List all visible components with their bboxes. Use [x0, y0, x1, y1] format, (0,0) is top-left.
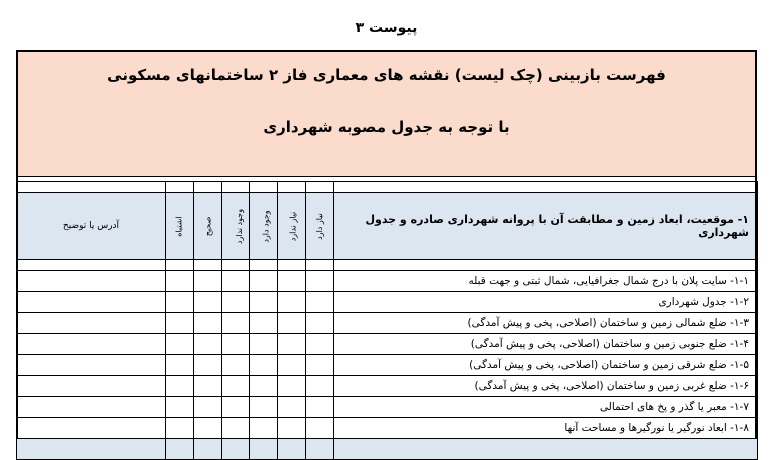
- spacer-row: [17, 182, 758, 193]
- check-cell[interactable]: [306, 376, 334, 397]
- check-cell[interactable]: [278, 271, 306, 292]
- check-cell[interactable]: [194, 376, 222, 397]
- check-cell[interactable]: [250, 334, 278, 355]
- check-cell[interactable]: [250, 397, 278, 418]
- address-cell[interactable]: [17, 334, 166, 355]
- check-cell[interactable]: [194, 271, 222, 292]
- address-cell[interactable]: [17, 271, 166, 292]
- check-cell[interactable]: [278, 376, 306, 397]
- check-cell[interactable]: [222, 376, 250, 397]
- table-row: [17, 355, 758, 376]
- address-cell[interactable]: [17, 355, 166, 376]
- column-header-exists: وجود دارد: [250, 193, 278, 260]
- item-label: ۱-۲- جدول شهرداری: [334, 292, 758, 313]
- section-title: ۱- موقعیت، ابعاد زمین و مطابقت آن با پروانه شهرداری صادره و جدول شهرداری: [334, 193, 758, 260]
- check-cell[interactable]: [306, 292, 334, 313]
- table-frame-left: [16, 176, 18, 438]
- check-cell[interactable]: [222, 271, 250, 292]
- checklist-title: فهرست بازبینی (چک لیست) نقشه های معماری فاز ۲ ساختمانهای مسکونی: [107, 66, 666, 84]
- check-cell[interactable]: [166, 271, 194, 292]
- check-cell[interactable]: [250, 355, 278, 376]
- address-cell[interactable]: [17, 376, 166, 397]
- check-cell[interactable]: [222, 355, 250, 376]
- check-cell[interactable]: [166, 397, 194, 418]
- check-cell[interactable]: [306, 313, 334, 334]
- check-cell[interactable]: [250, 271, 278, 292]
- item-label: ۱-۶- ضلع غربی زمین و ساختمان (اصلاحی، پخی و پیش آمدگی): [334, 376, 758, 397]
- check-cell[interactable]: [250, 292, 278, 313]
- address-cell[interactable]: [17, 418, 166, 439]
- check-cell[interactable]: [166, 355, 194, 376]
- appendix-label: پیوست ۳: [355, 20, 418, 36]
- item-label: ۱-۴- ضلع جنوبی زمین و ساختمان (اصلاحی، پخی و پیش آمدگی): [334, 334, 758, 355]
- column-header-wrong: اشتباه: [166, 193, 194, 260]
- check-cell[interactable]: [306, 355, 334, 376]
- address-cell[interactable]: [17, 313, 166, 334]
- column-header-not-required: نیاز ندارد: [278, 193, 306, 260]
- check-cell[interactable]: [194, 397, 222, 418]
- check-cell[interactable]: [306, 271, 334, 292]
- checklist-header: [16, 50, 757, 176]
- table-frame-right: [755, 176, 757, 438]
- column-header-required: نیاز دارد: [306, 193, 334, 260]
- checklist-subtitle: با توجه به جدول مصوبه شهرداری: [263, 118, 510, 136]
- item-label: ۱-۱- سایت پلان با درج شمال جغرافیایی، شمال ثبتی و جهت قبله: [334, 271, 758, 292]
- check-cell[interactable]: [166, 418, 194, 439]
- check-cell[interactable]: [166, 292, 194, 313]
- check-cell[interactable]: [278, 355, 306, 376]
- check-cell[interactable]: [278, 334, 306, 355]
- check-cell[interactable]: [278, 292, 306, 313]
- address-column-header: آدرس یا توضیح: [17, 193, 166, 260]
- check-cell[interactable]: [194, 334, 222, 355]
- table-row: [17, 292, 758, 313]
- address-cell[interactable]: [17, 292, 166, 313]
- table-row: [17, 376, 758, 397]
- checklist-table: [16, 181, 758, 460]
- check-cell[interactable]: [166, 376, 194, 397]
- column-header-missing: وجود ندارد: [222, 193, 250, 260]
- table-row: [17, 334, 758, 355]
- item-label: ۱-۷- معبر یا گذر و پخ های احتمالی: [334, 397, 758, 418]
- check-cell[interactable]: [306, 397, 334, 418]
- next-section-header-row: [17, 439, 758, 460]
- check-cell[interactable]: [250, 418, 278, 439]
- table-row: [17, 313, 758, 334]
- check-cell[interactable]: [194, 355, 222, 376]
- check-cell[interactable]: [194, 292, 222, 313]
- item-label: ۱-۳- ضلع شمالی زمین و ساختمان (اصلاحی، پخی و پیش آمدگی): [334, 313, 758, 334]
- check-cell[interactable]: [278, 313, 306, 334]
- check-cell[interactable]: [250, 376, 278, 397]
- check-cell[interactable]: [222, 397, 250, 418]
- check-cell[interactable]: [222, 292, 250, 313]
- check-cell[interactable]: [278, 418, 306, 439]
- check-cell[interactable]: [278, 397, 306, 418]
- check-cell[interactable]: [306, 334, 334, 355]
- table-row: [17, 271, 758, 292]
- address-cell[interactable]: [17, 397, 166, 418]
- check-cell[interactable]: [222, 313, 250, 334]
- check-cell[interactable]: [222, 334, 250, 355]
- check-cell[interactable]: [166, 334, 194, 355]
- spacer-row: [17, 260, 758, 271]
- check-cell[interactable]: [166, 313, 194, 334]
- check-cell[interactable]: [222, 418, 250, 439]
- table-row: [17, 397, 758, 418]
- table-header-row: [17, 193, 758, 260]
- item-label: ۱-۸- ابعاد نورگیر یا نورگیرها و مساحت آنها: [334, 418, 758, 439]
- check-cell[interactable]: [194, 313, 222, 334]
- check-cell[interactable]: [306, 418, 334, 439]
- column-header-correct: صحیح: [194, 193, 222, 260]
- item-label: ۱-۵- ضلع شرقی زمین و ساختمان (اصلاحی، پخی و پیش آمدگی): [334, 355, 758, 376]
- check-cell[interactable]: [250, 313, 278, 334]
- table-row: [17, 418, 758, 439]
- check-cell[interactable]: [194, 418, 222, 439]
